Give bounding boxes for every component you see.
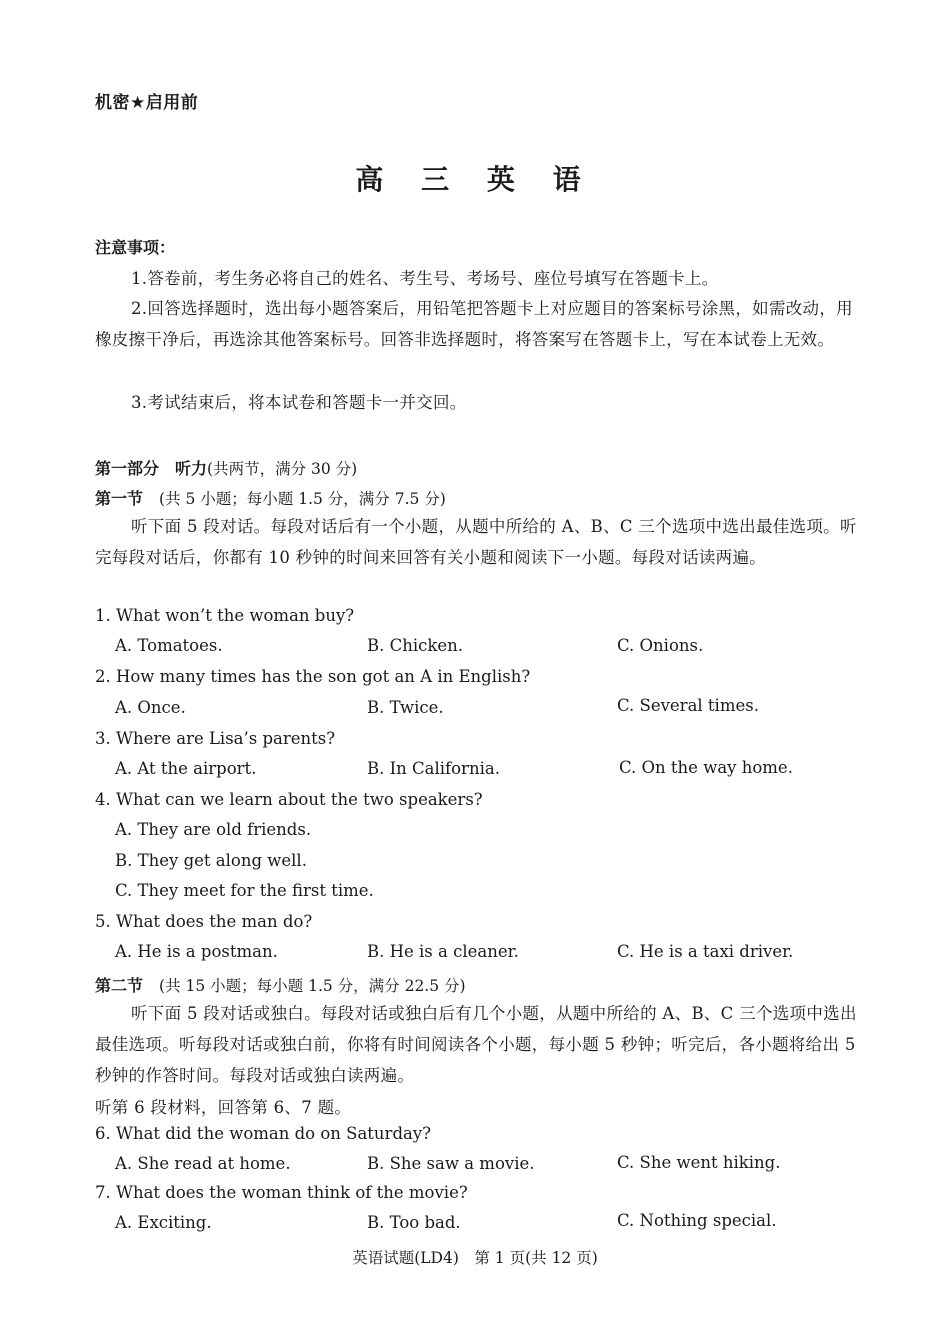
- q6-option-b: B. She saw a movie.: [367, 1154, 535, 1173]
- part1-heading: [95, 456, 357, 479]
- section2-heading: [95, 973, 466, 996]
- section1-title: 第一节: [95, 489, 144, 508]
- question-6: 6. What did the woman do on Saturday?: [95, 1124, 432, 1143]
- q2-option-b: B. Twice.: [367, 698, 444, 717]
- notice-item-1: 1.答卷前，考生务必将自己的姓名、考生号、考场号、座位号填写在答题卡上。: [131, 269, 719, 288]
- q7-option-a: A. Exciting.: [115, 1213, 212, 1232]
- q5-option-a: A. He is a postman.: [115, 942, 278, 961]
- notice-heading: 注意事项：: [95, 238, 176, 257]
- question-3: 3. Where are Lisa’s parents?: [95, 729, 336, 748]
- q1-option-c: C. Onions.: [617, 636, 704, 655]
- q4-option-b: B. They get along well.: [115, 851, 307, 870]
- part1-title: 第一部分 听力: [95, 459, 208, 478]
- section1-note: (共 5 小题；每小题 1.5 分，满分 7.5 分): [159, 490, 446, 508]
- q1-option-a: A. Tomatoes.: [115, 636, 223, 655]
- secret-label: 机密★启用前: [95, 93, 199, 113]
- q3-option-b: B. In California.: [367, 759, 500, 778]
- q6-option-c: C. She went hiking.: [617, 1153, 781, 1172]
- q2-option-c: C. Several times.: [617, 696, 759, 715]
- q3-option-a: A. At the airport.: [115, 759, 257, 778]
- q1-option-b: B. Chicken.: [367, 636, 464, 655]
- q4-option-a: A. They are old friends.: [115, 820, 312, 839]
- question-7: 7. What does the woman think of the movie?: [95, 1183, 468, 1202]
- question-4: 4. What can we learn about the two speakers?: [95, 790, 483, 809]
- question-1: 1. What won’t the woman buy?: [95, 606, 355, 625]
- q4-option-c: C. They meet for the first time.: [115, 881, 374, 900]
- q3-option-c: C. On the way home.: [619, 758, 793, 777]
- material-note: 听第 6 段材料，回答第 6、7 题。: [95, 1098, 352, 1117]
- notice-item-2: 2.回答选择题时，选出每小题答案后，用铅笔把答题卡上对应题目的答案标号涂黑，如需改动，用橡皮擦干净后，再选涂其他答案标号。回答非选择题时，将答案写在答题卡上，写在本试卷上无效。: [95, 299, 853, 349]
- page-title: 高 三 英 语: [355, 163, 595, 196]
- section2-instruction: 听下面 5 段对话或独白。每段对话或独白后有几个小题，从题中所给的 A、B、C 三个选项中选出最佳选项。听每段对话或独白前，你将有时间阅读各个小题，每小题 5 秒钟；听完后，各小题将给出 5 秒钟的作答时间。每段对话或独白读两遍。: [95, 1004, 857, 1085]
- question-2: 2. How many times has the son got an A in English?: [95, 667, 531, 686]
- section1-heading: [95, 486, 446, 509]
- section2-title: 第二节: [95, 976, 144, 995]
- question-5: 5. What does the man do?: [95, 912, 313, 931]
- part1-note: (共两节，满分 30 分): [207, 460, 358, 478]
- notice-item-3: 3.考试结束后，将本试卷和答题卡一并交回。: [131, 393, 467, 412]
- q2-option-a: A. Once.: [115, 698, 186, 717]
- q7-option-c: C. Nothing special.: [617, 1211, 777, 1230]
- page-footer: 英语试题(LD4) 第 1 页(共 12 页): [352, 1249, 598, 1267]
- q7-option-b: B. Too bad.: [367, 1213, 461, 1232]
- q5-option-c: C. He is a taxi driver.: [617, 942, 794, 961]
- q5-option-b: B. He is a cleaner.: [367, 942, 519, 961]
- q6-option-a: A. She read at home.: [115, 1154, 291, 1173]
- section1-instruction: 听下面 5 段对话。每段对话后有一个小题，从题中所给的 A、B、C 三个选项中选出最佳选项。听完每段对话后，你都有 10 秒钟的时间来回答有关小题和阅读下一小题。每段对话读两遍。: [95, 517, 857, 567]
- section2-note: (共 15 小题；每小题 1.5 分，满分 22.5 分): [159, 977, 466, 995]
